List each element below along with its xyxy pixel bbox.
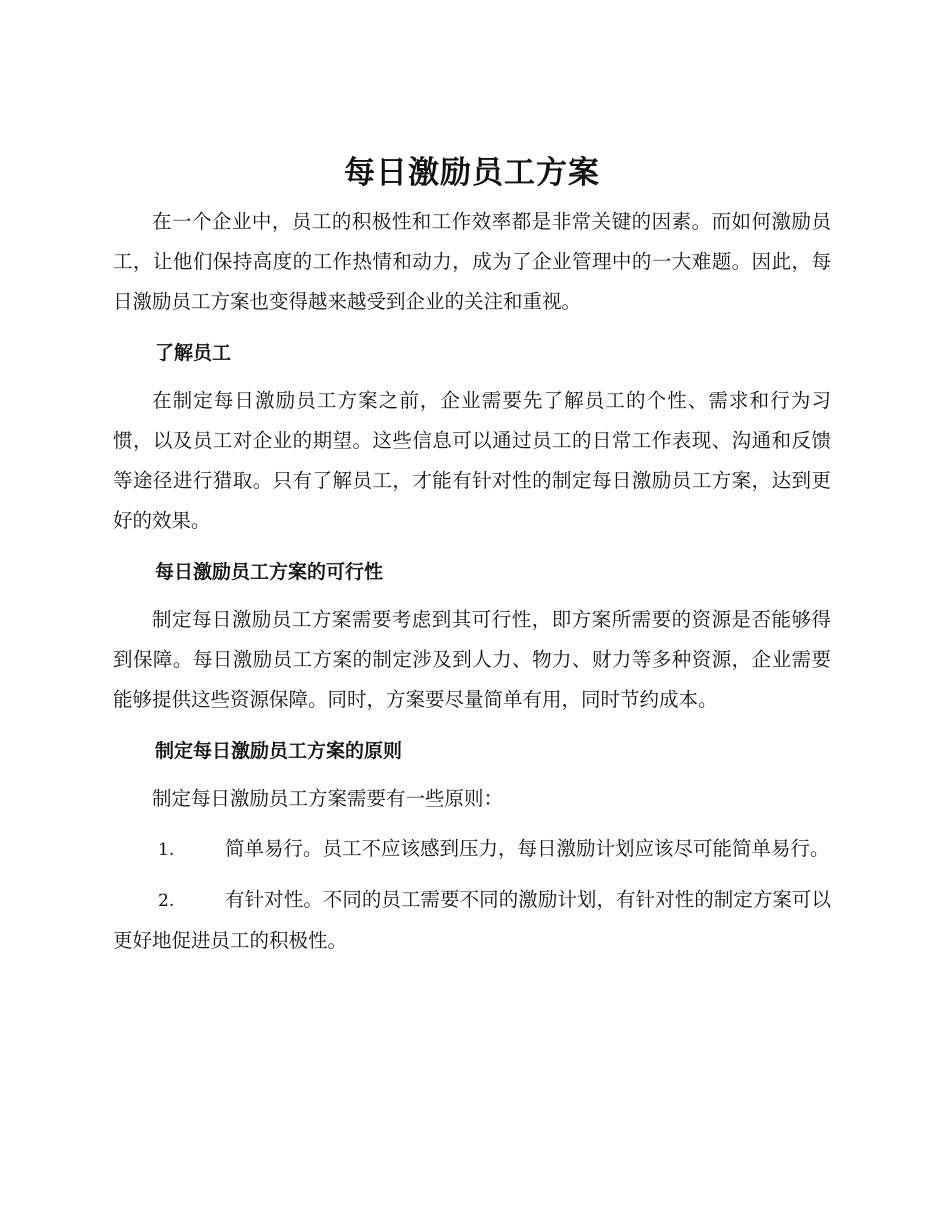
section-heading-feasibility: 每日激励员工方案的可行性 (155, 561, 384, 583)
section-body-understand-employees: 在制定每日激励员工方案之前，企业需要先了解员工的个性、需求和行为习惯，以及员工对企业的期望。这些信息可以通过员工的日常工作表现、沟通和反馈等途径进行猎取。只有了解员工，才能有针对性的制定每日激励员工方案，达到更好的效果。 (113, 389, 831, 532)
list-item (113, 880, 831, 961)
document-title: 每日激励员工方案 (344, 155, 600, 191)
intro-paragraph: 在一个企业中，员工的积极性和工作效率都是非常关键的因素。而如何激励员工，让他们保持高度的工作热情和动力，成为了企业管理中的一大难题。因此，每日激励员工方案也变得越来越受到企业的关注和重视。 (113, 210, 831, 313)
list-item-number: 1. (158, 840, 175, 860)
list-item-text: 简单易行。员工不应该感到压力，每日激励计划应该尽可能简单易行。 (225, 837, 830, 860)
section-heading-understand-employees: 了解员工 (155, 342, 232, 364)
section-body-principles: 制定每日激励员工方案需要有一些原则： (152, 787, 504, 810)
list-item-number: 2. (158, 891, 175, 911)
list-item-text: 有针对性。不同的员工需要不同的激励计划，有针对性的制定方案可以更好地促进员工的积极性。 (113, 888, 831, 952)
section-heading-principles: 制定每日激励员工方案的原则 (155, 740, 403, 762)
list-item (113, 829, 831, 870)
section-body-feasibility: 制定每日激励员工方案需要考虑到其可行性，即方案所需要的资源是否能够得到保障。每日激励员工方案的制定涉及到人力、物力、财力等多种资源，企业需要能够提供这些资源保障。同时，方案要尽量简单有用，同时节约成本。 (113, 608, 831, 711)
document-page (113, 146, 831, 971)
